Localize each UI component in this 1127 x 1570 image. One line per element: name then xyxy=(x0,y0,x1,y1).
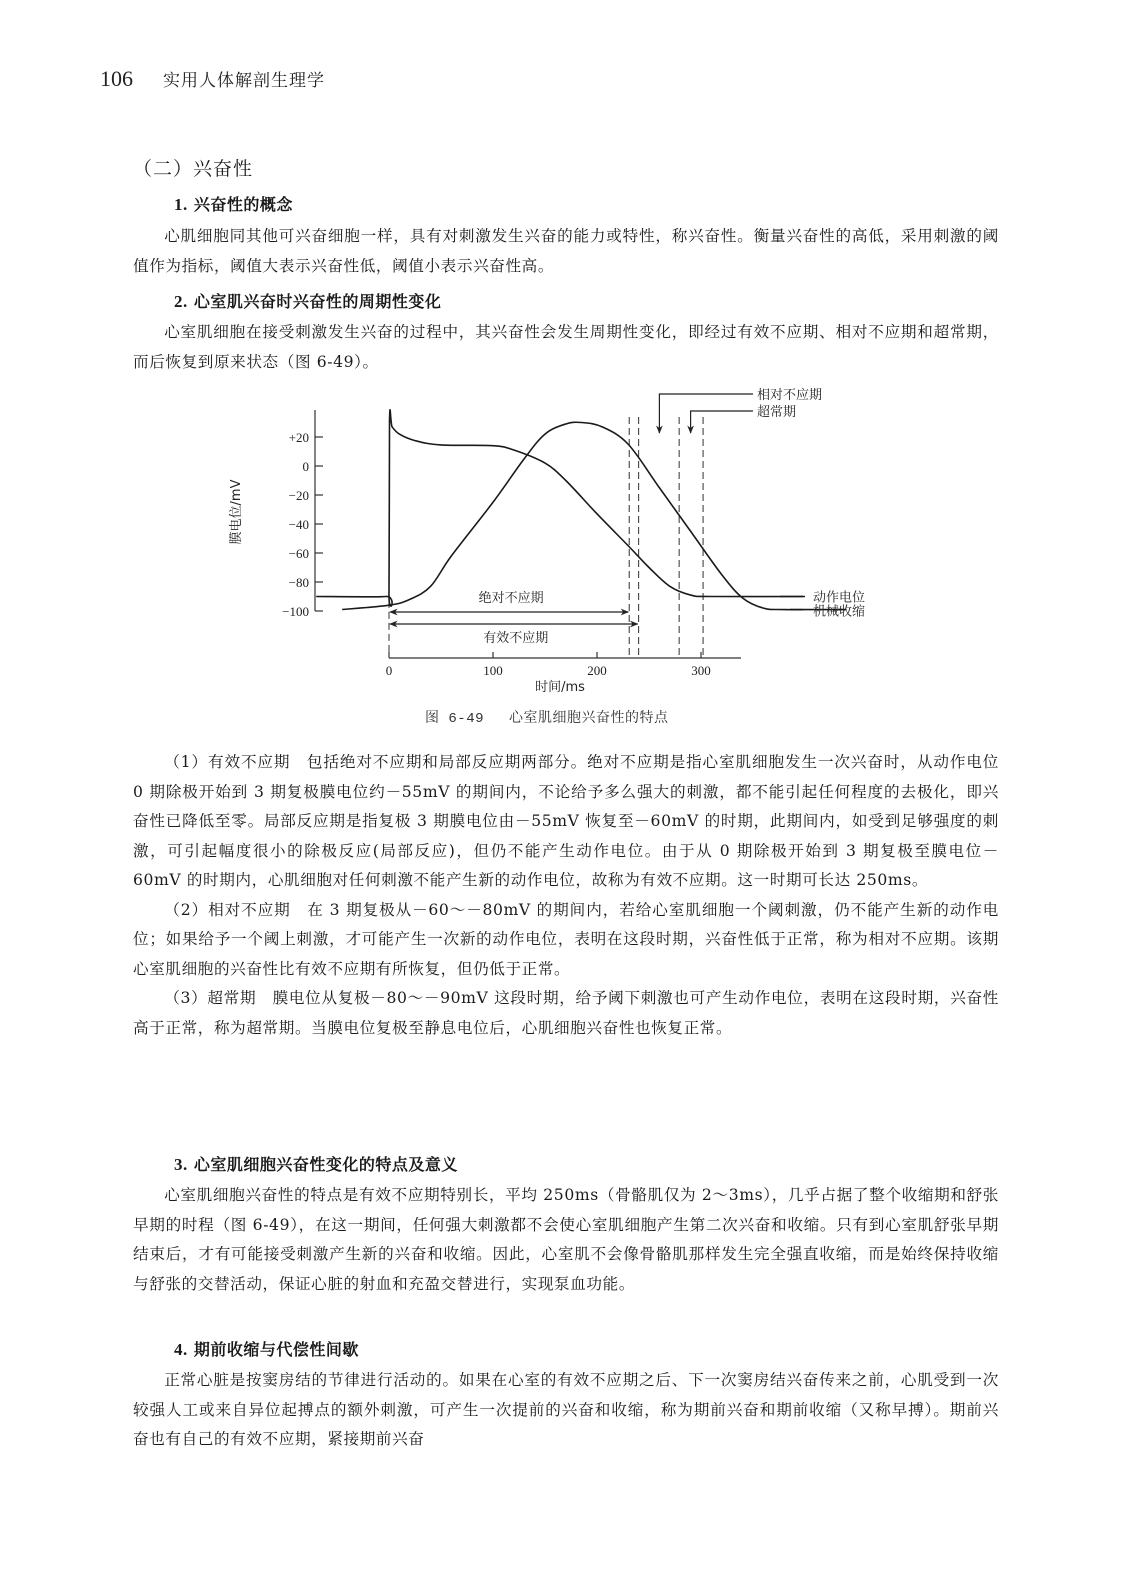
figure-number: 图 6-49 xyxy=(425,711,485,727)
subheading-2 xyxy=(174,289,441,312)
term-text: 膜电位从复极－80～－90mV 这段时期，给予阈下刺激也可产生动作电位，表明在这段时期，兴奋性高于正常，称为超常期。当膜电位复极至静息电位后，心肌细胞兴奋性也恢复正常。 xyxy=(133,989,999,1037)
subheading-1 xyxy=(174,192,293,215)
mechanical-contraction-line xyxy=(342,422,846,609)
running-header xyxy=(100,66,325,92)
figure-caption-text: 心室肌细胞兴奋性的特点 xyxy=(508,710,669,726)
chart-annotations xyxy=(659,387,822,433)
y-tick-label: −20 xyxy=(288,488,309,503)
subheading-4 xyxy=(174,1337,359,1360)
x-tick-label: 200 xyxy=(587,663,607,678)
chart-dashed-lines xyxy=(389,417,703,658)
subheading-text: 兴奋性的概念 xyxy=(193,195,293,214)
figure-caption xyxy=(425,707,668,727)
annotation-arrow xyxy=(659,394,753,433)
span-label: 绝对不应期 xyxy=(478,591,544,606)
chart-series xyxy=(316,410,846,615)
paragraph-text: 心室肌细胞在接受刺激发生兴奋的过程中，其兴奋性会发生周期性变化，即经过有效不应期、相对不应期和超常期，而后恢复到原来状态（图 6-49）。 xyxy=(133,323,999,371)
term-label: （3）超常期 xyxy=(164,989,257,1007)
annotation-arrow xyxy=(691,411,753,433)
subheading-number: 2. xyxy=(174,292,188,311)
paragraph-text: 心肌细胞同其他可兴奋细胞一样，具有对刺激发生兴奋的能力或特性，称兴奋性。衡量兴奋性的高低，采用刺激的阈值作为指标，阈值大表示兴奋性低，阈值小表示兴奋性高。 xyxy=(133,227,999,275)
subheading-number: 3. xyxy=(174,1155,188,1174)
y-tick-label: −80 xyxy=(288,575,309,590)
paragraph-6 xyxy=(133,1181,999,1299)
y-axis-label: 膜电位/mV xyxy=(229,479,244,545)
chart-axes xyxy=(315,410,741,658)
paragraph-text: 心室肌细胞兴奋性的特点是有效不应期特别长，平均 250ms（骨骼肌仅为 2～3ms），几乎占据了整个收缩期和舒张早期的时程（图 6-49），在这一期间，任何强大刺激都不会使心室肌细胞产生第二次兴奋和收缩。只有到心室肌舒张早期结束后，才有可能接受刺激产生新的兴奋和收缩。因此，心室肌不会像骨骼肌那样发生完全强直收缩，而是始终保持收缩与舒张的交替活动，保证心脏的射血和充盈交替进行，实现泵血功能。 xyxy=(133,1186,999,1293)
x-tick-label: 0 xyxy=(385,663,393,678)
subheading-text: 心室肌兴奋时兴奋性的周期性变化 xyxy=(193,292,442,311)
y-tick-label: −40 xyxy=(288,517,309,532)
chart-labels xyxy=(228,430,865,695)
x-tick-label: 100 xyxy=(483,663,503,678)
paragraph-text xyxy=(133,748,999,896)
y-tick-label: +20 xyxy=(288,430,309,445)
subheading-text: 期前收缩与代偿性间歇 xyxy=(193,1340,359,1359)
annotation-label: 相对不应期 xyxy=(757,388,823,403)
paragraph-text xyxy=(133,984,999,1043)
term-label: （2）相对不应期 xyxy=(164,900,291,919)
y-tick-label: −60 xyxy=(288,546,309,561)
span-label: 有效不应期 xyxy=(483,631,549,646)
action-potential-line xyxy=(316,410,805,606)
x-axis-label: 时间/ms xyxy=(535,680,585,695)
figure-6-49-chart xyxy=(0,380,1127,700)
legend-action-potential: 动作电位 xyxy=(813,590,866,606)
legend-mechanical-contraction: 机械收缩 xyxy=(813,604,866,620)
book-title: 实用人体解剖生理学 xyxy=(163,71,326,91)
term-label: （1）有效不应期 xyxy=(164,753,291,771)
y-tick-label: 0 xyxy=(302,459,309,474)
page-number: 106 xyxy=(100,66,133,91)
paragraph-text xyxy=(133,896,999,985)
subheading-text: 心室肌细胞兴奋性变化的特点及意义 xyxy=(193,1155,458,1174)
subheading-number: 1. xyxy=(174,195,188,214)
paragraph-text: 正常心脏是按窦房结的节律进行活动的。如果在心室的有效不应期之后、下一次窦房结兴奋传来之前，心肌受到一次较强人工或来自异位起搏点的额外刺激，可产生一次提前的兴奋和收缩，称为期前兴奋和期前收缩（又称早搏）。期前兴奋也有自己的有效不应期，紧接期前兴奋 xyxy=(133,1371,999,1448)
annotation-label: 超常期 xyxy=(757,405,797,420)
paragraph-effective-refractory xyxy=(133,748,999,1043)
paragraph-7 xyxy=(133,1366,999,1455)
term-text: 在 3 期复极从－60～－80mV 的期间内，若给心室肌细胞一个阈刺激，仍不能产生新的动作电位；如果给予一个阈上刺激，才可能产生一次新的动作电位，表明在这段时期，兴奋性低于正常，称为相对不应期。该期心室肌细胞的兴奋性比有效不应期有所恢复，但仍低于正常。 xyxy=(133,900,999,978)
y-tick-label: −100 xyxy=(282,604,309,619)
subheading-3 xyxy=(174,1152,458,1175)
section-heading: （二）兴奋性 xyxy=(133,158,254,180)
chart-spans xyxy=(390,590,638,646)
paragraph-2 xyxy=(133,318,999,377)
subheading-number: 4. xyxy=(174,1340,188,1359)
term-text: 包括绝对不应期和局部反应期两部分。绝对不应期是指心室肌细胞发生一次兴奋时，从动作电位 0 期除极开始到 3 期复极膜电位约－55mV 的期间内，不论给予多么强大的刺激，都不能引起任何程度的去极化，即兴奋性已降低至零。局部反应期是指复极 3 期膜电位由－55mV 恢复至－60mV 的时期，此期间内，如受到足够强度的刺激，可引起幅度很小的除极反应(局部反应)，但仍不能产生动作电位。由于从 0 期除极开始到 3 期复极至膜电位－60mV 的时期内，心肌细胞对任何刺激不能产生新的动作电位，故称为有效不应期。这一时期可长达 250ms。 xyxy=(133,753,999,889)
x-tick-label: 300 xyxy=(691,663,711,678)
paragraph-1 xyxy=(133,222,999,281)
